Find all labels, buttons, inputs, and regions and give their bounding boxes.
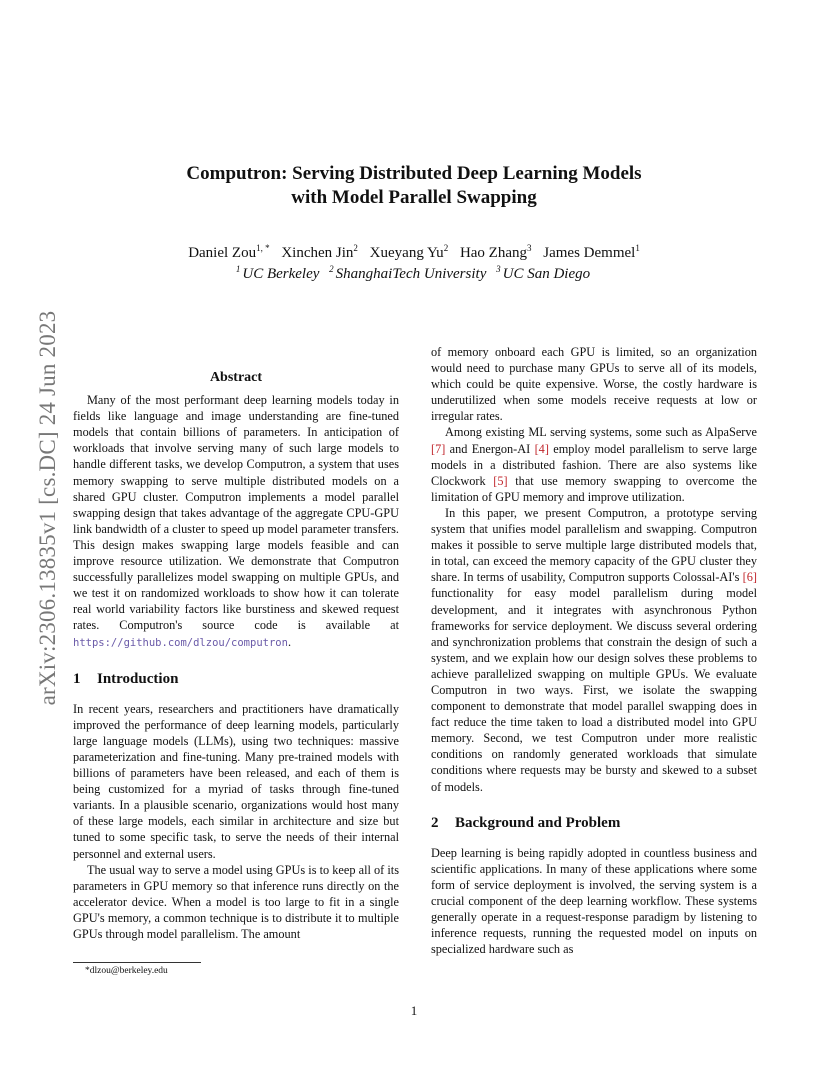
citation-link[interactable]: [6] <box>742 570 757 585</box>
section-heading-introduction: 1 Introduction <box>73 670 179 687</box>
title-line-2: with Model Parallel Swapping <box>291 187 537 208</box>
author: Hao Zhang$^3$ <box>459 243 532 261</box>
abstract-text: Many of the most performant deep learning models today in fields like language and image understanding are fine-tuned models that contain billions of parameters. In anticipation of workloads that involve serving many of such large models to handle different tasks, we develop Computron, a system that uses memory swapping to serve multiple distributed models on a shared GPU cluster. Computron implements a model parallel swapping design that takes advantage of the aggregate CPU-GPU link bandwidth of a cluster to speed up model parameter transfers. This design makes swapping large models feasible and can improve resource utilization. We demonstrate that Computron successfully parallelizes model swapping on multiple GPUs, and we test it on randomized workloads to show how it can tolerate real world variability factors like burstiness and skewed request rates. Computron's source code is available at https://github.com/dlzou/computron. <box>73 393 399 649</box>
paragraph: Among existing ML serving systems, some such as AlpaServe [7] and Energon-AI [4] employ model parallelism to serve large models in a distributed fashion. There are also systems like Clockwork [5] that use memory swapping to overcome the limitation of GPU memory and improve utilization. <box>431 425 757 504</box>
abstract <box>73 370 399 651</box>
section-heading-background: 2 Background and Problem <box>431 814 621 831</box>
left-column <box>73 370 399 942</box>
citation-link[interactable]: [7] <box>431 441 446 456</box>
affiliation: $^2$ ShanghaiTech University <box>329 264 487 282</box>
citation-link[interactable]: [5] <box>493 473 508 488</box>
title-line-1: Computron: Serving Distributed Deep Learning Models <box>186 163 642 184</box>
author: Daniel Zou$^{1, *}$ <box>188 243 270 261</box>
footnote: *dlzou@berkeley.edu <box>85 966 168 976</box>
author-list <box>0 243 828 263</box>
paragraph: of memory onboard each GPU is limited, so an organization would need to purchase many GPUs to serve all of its models, which could be quite expensive. Worse, the costly hardware is underutilized when some models receive requests at low or irregular rates. <box>431 345 757 424</box>
right-column <box>431 344 757 957</box>
affiliation: $^3$ UC San Diego <box>496 264 591 282</box>
source-code-link[interactable]: https://github.com/dlzou/computron <box>73 636 288 649</box>
paragraph: In this paper, we present Computron, a prototype serving system that unifies model parallelism and swapping. Computron makes it possible to serve multiple large distributed models that, in total, can exceed the memory capacity of the GPU cluster they share. In terms of usability, Computron supports Colossal-AI's [6] functionality for easy model parallelism during model development, and it integrates with asynchronous Python frameworks for service deployment. We discuss several ordering and synchronization problems that constrain the design of such a system, and we explain how our design solves these problems to achieve parallelized swapping on multiple GPUs. We evaluate Computron in two ways. First, we isolate the swapping component to demonstrate that model parallel swapping does in fact reduce the time taken to load a distributed model into GPU memory. Second, we test Computron under more realistic conditions on randomly generated workloads that simulate conditions where requests may be bursty and skewed to a subset of models. <box>431 505 757 794</box>
page-number: 1 <box>410 1003 418 1018</box>
author: Xinchen Jin$^2$ <box>281 243 358 261</box>
arxiv-sidebar <box>36 288 60 728</box>
paragraph: The usual way to serve a model using GPUs is to keep all of its parameters in GPU memory so that inference runs directly on the accelerator device. When a model is too large to fit in a single GPU's memory, a common technique is to distribute it to multiple GPUs through model parallelism. The amount <box>73 862 399 941</box>
author: James Demmel$^1$ <box>543 243 640 261</box>
citation-link[interactable]: [4] <box>534 441 549 456</box>
affiliation: $^1$ UC Berkeley <box>235 264 320 282</box>
paragraph: Deep learning is being rapidly adopted in countless business and scientific applications. In many of these applications where some form of service deployment is involved, the serving system is a crucial component of the deep learning workflow. These systems generally operate in a request-response paradigm by listening to inference requests, running the requested model on inputs on specialized hardware such as <box>431 845 757 957</box>
arxiv-identifier: arXiv:2306.13835v1 [cs.DC] 24 Jun 2023 <box>35 310 60 706</box>
affiliation-list <box>0 264 828 284</box>
paragraph: In recent years, researchers and practitioners have dramatically improved the performance of deep learning models, particularly large language models (LLMs), using two techniques: massive parameterization and fine-tuning. Many pre-trained models with billions of parameters have been released, and each of them is being customized for a myriad of tasks through fine-tuned variants. In a plausible scenario, organizations would host many of these large models, each similar in architecture and size but tuned to some specific task, to serve the needs of their internal personnel and external users. <box>73 701 399 861</box>
abstract-heading: Abstract <box>209 370 263 385</box>
paper-title <box>0 162 828 210</box>
author: Xueyang Yu$^2$ <box>369 243 449 261</box>
footnote-divider <box>73 962 201 963</box>
